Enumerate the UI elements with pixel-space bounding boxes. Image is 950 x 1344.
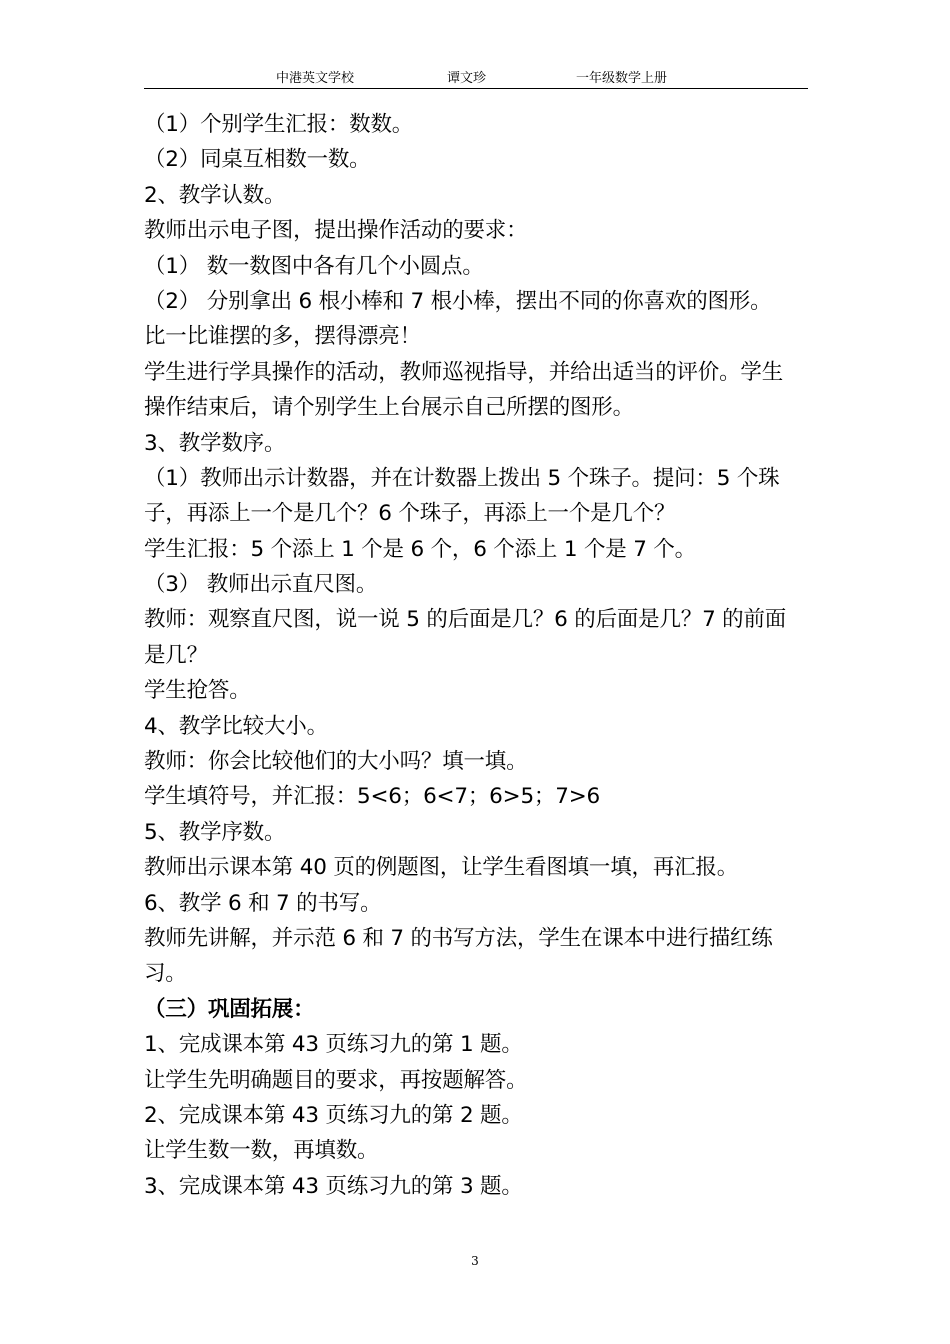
text-line: 习。 bbox=[144, 961, 187, 987]
header-school: 中港英文学校 bbox=[276, 71, 355, 86]
text-line: 1、完成课本第 43 页练习九的第 1 题。 bbox=[144, 1032, 523, 1058]
text-line: 是几？ bbox=[144, 642, 208, 668]
text-line: 3、完成课本第 43 页练习九的第 3 题。 bbox=[144, 1173, 523, 1199]
text-line: 6、教学 6 和 7 的书写。 bbox=[144, 890, 382, 916]
header-teacher: 谭文珍 bbox=[447, 71, 487, 86]
text-line: 学生抢答。 bbox=[144, 678, 251, 704]
text-line: 让学生先明确题目的要求，再按题解答。 bbox=[144, 1067, 528, 1093]
document-body bbox=[144, 107, 814, 1204]
text-line: 学生填符号，并汇报：5<6；6<7；6>5；7>6 bbox=[144, 784, 600, 810]
text-line: （3） 教师出示直尺图。 bbox=[144, 572, 378, 598]
header-book-title: 一年级数学上册 bbox=[576, 71, 668, 86]
text-line: 学生汇报：5 个添上 1 个是 6 个，6 个添上 1 个是 7 个。 bbox=[144, 536, 696, 562]
text-line: 教师出示课本第 40 页的例题图，让学生看图填一填，再汇报。 bbox=[144, 855, 739, 881]
text-line: （2） 分别拿出 6 根小棒和 7 根小棒，摆出不同的你喜欢的图形。 bbox=[144, 288, 772, 314]
text-line: 教师出示电子图，提出操作活动的要求： bbox=[144, 218, 528, 244]
text-line: 比一比谁摆的多，摆得漂亮！ bbox=[144, 324, 421, 350]
text-line: 教师：你会比较他们的大小吗？填一填。 bbox=[144, 749, 528, 775]
text-line: 操作结束后，请个别学生上台展示自己所摆的图形。 bbox=[144, 395, 634, 421]
text-line: 3、教学数序。 bbox=[144, 430, 286, 456]
text-line: 2、教学认数。 bbox=[144, 182, 286, 208]
text-line: （1）个别学生汇报：数数。 bbox=[144, 112, 414, 137]
text-line: 子，再添上一个是几个？6 个珠子，再添上一个是几个？ bbox=[144, 501, 676, 527]
text-line: （1） 数一数图中各有几个小圆点。 bbox=[144, 253, 484, 279]
text-line: 让学生数一数，再填数。 bbox=[144, 1138, 379, 1164]
text-line: 学生进行学具操作的活动，教师巡视指导，并给出适当的评价。学生 bbox=[144, 359, 784, 385]
section-heading: （三）巩固拓展： bbox=[144, 996, 315, 1022]
page-header bbox=[144, 70, 808, 89]
text-line: 2、完成课本第 43 页练习九的第 2 题。 bbox=[144, 1102, 523, 1128]
text-line: 5、教学序数。 bbox=[144, 819, 286, 845]
text-line: （1）教师出示计数器，并在计数器上拨出 5 个珠子。提问：5 个珠 bbox=[144, 465, 780, 491]
text-line: 教师：观察直尺图，说一说 5 的后面是几？6 的后面是几？7 的前面 bbox=[144, 607, 787, 633]
text-line: （2）同桌互相数一数。 bbox=[144, 147, 371, 173]
page-number: 3 bbox=[471, 1254, 479, 1268]
text-line: 4、教学比较大小。 bbox=[144, 713, 328, 739]
text-line: 教师先讲解，并示范 6 和 7 的书写方法，学生在课本中进行描红练 bbox=[144, 925, 773, 951]
